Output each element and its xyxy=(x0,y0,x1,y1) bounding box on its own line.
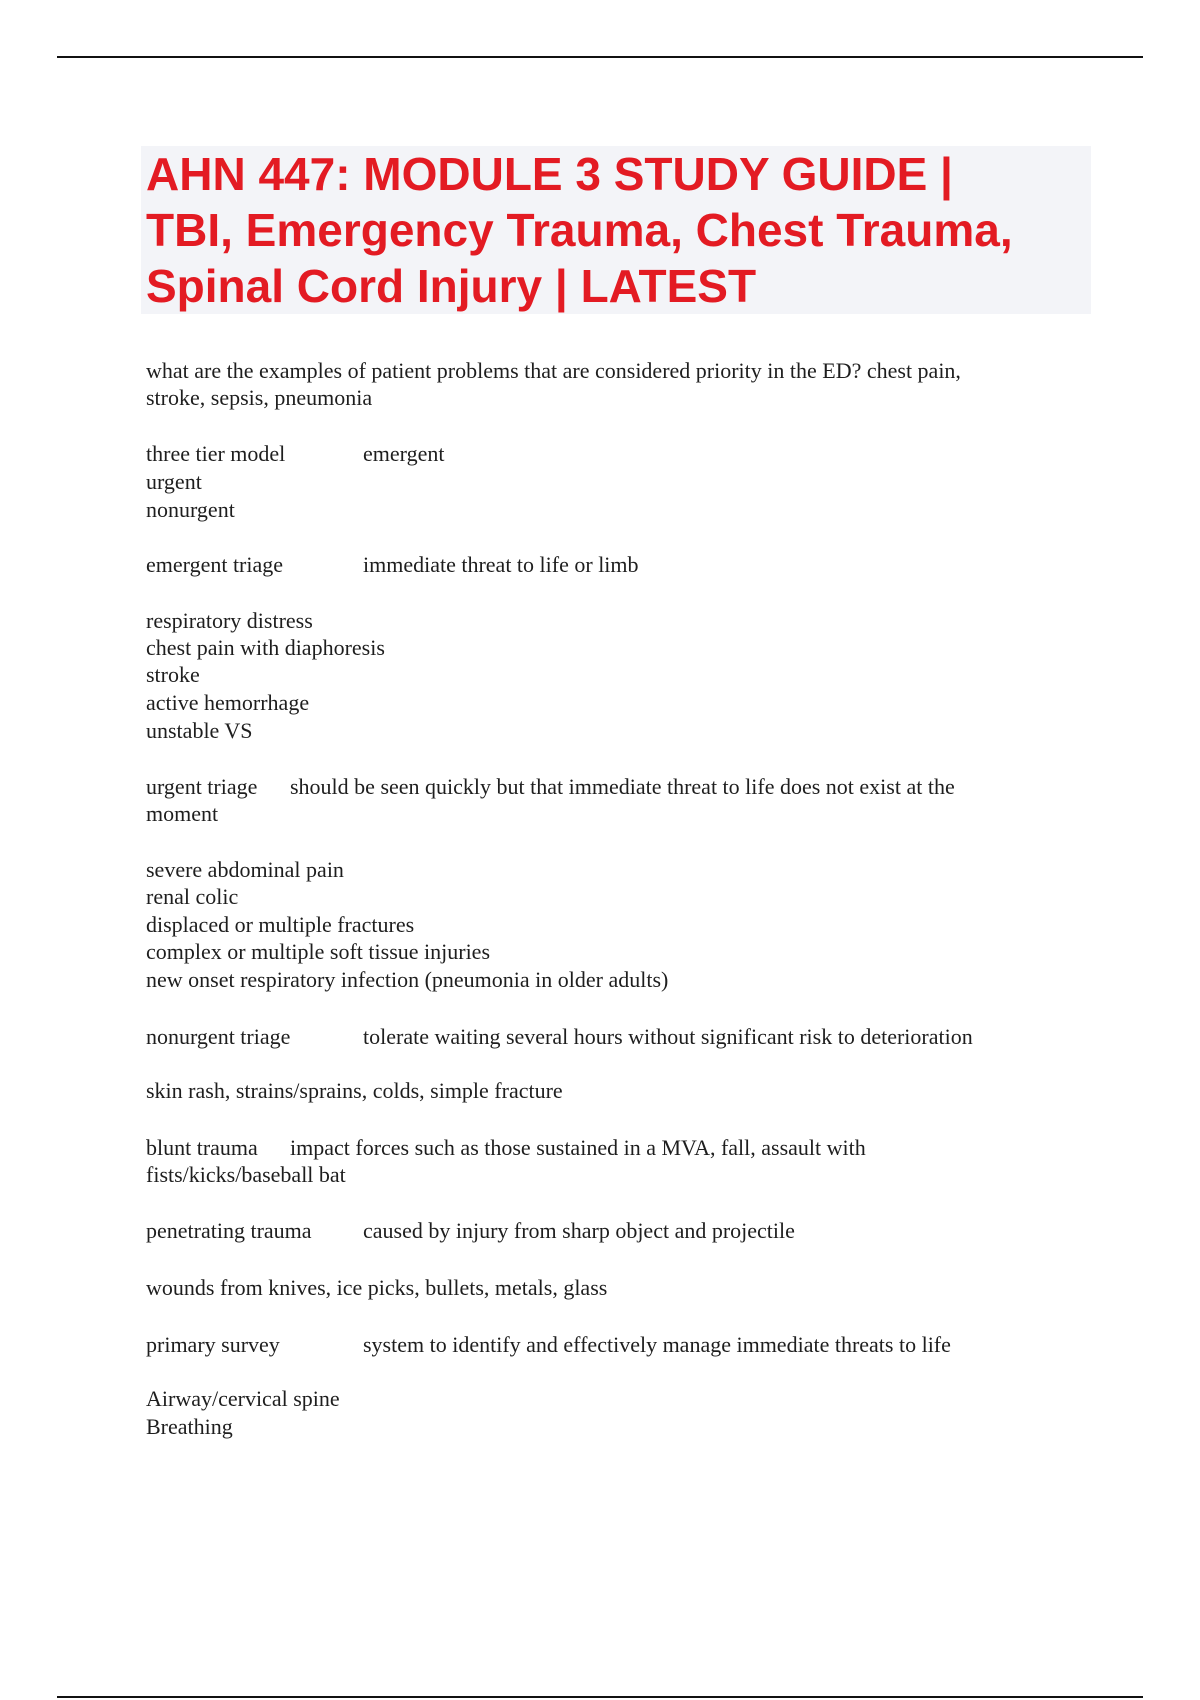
term-blunt-trauma: blunt trauma xyxy=(146,1135,258,1160)
list-item: stroke xyxy=(146,662,200,687)
question-line: what are the examples of patient problems that are considered priority in the ED? chest pain, xyxy=(146,358,961,383)
title-line: Spinal Cord Injury | LATEST xyxy=(146,260,757,312)
definition-blunt-trauma: impact forces such as those sustained in a MVA, fall, assault with xyxy=(290,1135,866,1160)
bottom-rule xyxy=(57,1696,1143,1698)
list-item: renal colic xyxy=(146,884,239,909)
definition-three-tier-model: emergent xyxy=(363,441,445,466)
definition-penetrating-trauma: caused by injury from sharp object and projectile xyxy=(363,1218,795,1243)
definition-primary-survey: system to identify and effectively manage immediate threats to life xyxy=(363,1332,951,1357)
term-emergent-triage: emergent triage xyxy=(146,552,284,577)
term-urgent-triage: urgent triage xyxy=(146,774,258,799)
definition-line: urgent xyxy=(146,469,202,494)
definition-urgent-triage: should be seen quickly but that immediate threat to life does not exist at the xyxy=(290,774,955,799)
examples-line: skin rash, strains/sprains, colds, simple fracture xyxy=(146,1078,563,1103)
definition-emergent-triage: immediate threat to life or limb xyxy=(363,552,639,577)
title-line: TBI, Emergency Trauma, Chest Trauma, xyxy=(146,204,1013,256)
term-nonurgent-triage: nonurgent triage xyxy=(146,1024,291,1049)
term-primary-survey: primary survey xyxy=(146,1332,280,1357)
list-item: complex or multiple soft tissue injuries xyxy=(146,939,491,964)
list-item: Breathing xyxy=(146,1414,233,1439)
term-three-tier-model: three tier model xyxy=(146,441,286,466)
definition-line: moment xyxy=(146,801,219,826)
list-item: respiratory distress xyxy=(146,608,313,633)
list-item: severe abdominal pain xyxy=(146,857,344,882)
top-rule xyxy=(57,56,1143,58)
definition-nonurgent-triage: tolerate waiting several hours without significant risk to deterioration xyxy=(363,1024,973,1049)
definition-line: nonurgent xyxy=(146,497,235,522)
list-item: new onset respiratory infection (pneumonia in older adults) xyxy=(146,967,669,992)
document-title xyxy=(146,146,1096,314)
list-item: displaced or multiple fractures xyxy=(146,912,415,937)
list-item: active hemorrhage xyxy=(146,690,310,715)
definition-line: fists/kicks/baseball bat xyxy=(146,1162,346,1187)
title-line: AHN 447: MODULE 3 STUDY GUIDE | xyxy=(146,148,953,200)
answer-line: stroke, sepsis, pneumonia xyxy=(146,385,373,410)
list-item: chest pain with diaphoresis xyxy=(146,635,385,660)
examples-line: wounds from knives, ice picks, bullets, metals, glass xyxy=(146,1275,608,1300)
list-item: Airway/cervical spine xyxy=(146,1386,340,1411)
term-penetrating-trauma: penetrating trauma xyxy=(146,1218,312,1243)
list-item: unstable VS xyxy=(146,718,253,743)
